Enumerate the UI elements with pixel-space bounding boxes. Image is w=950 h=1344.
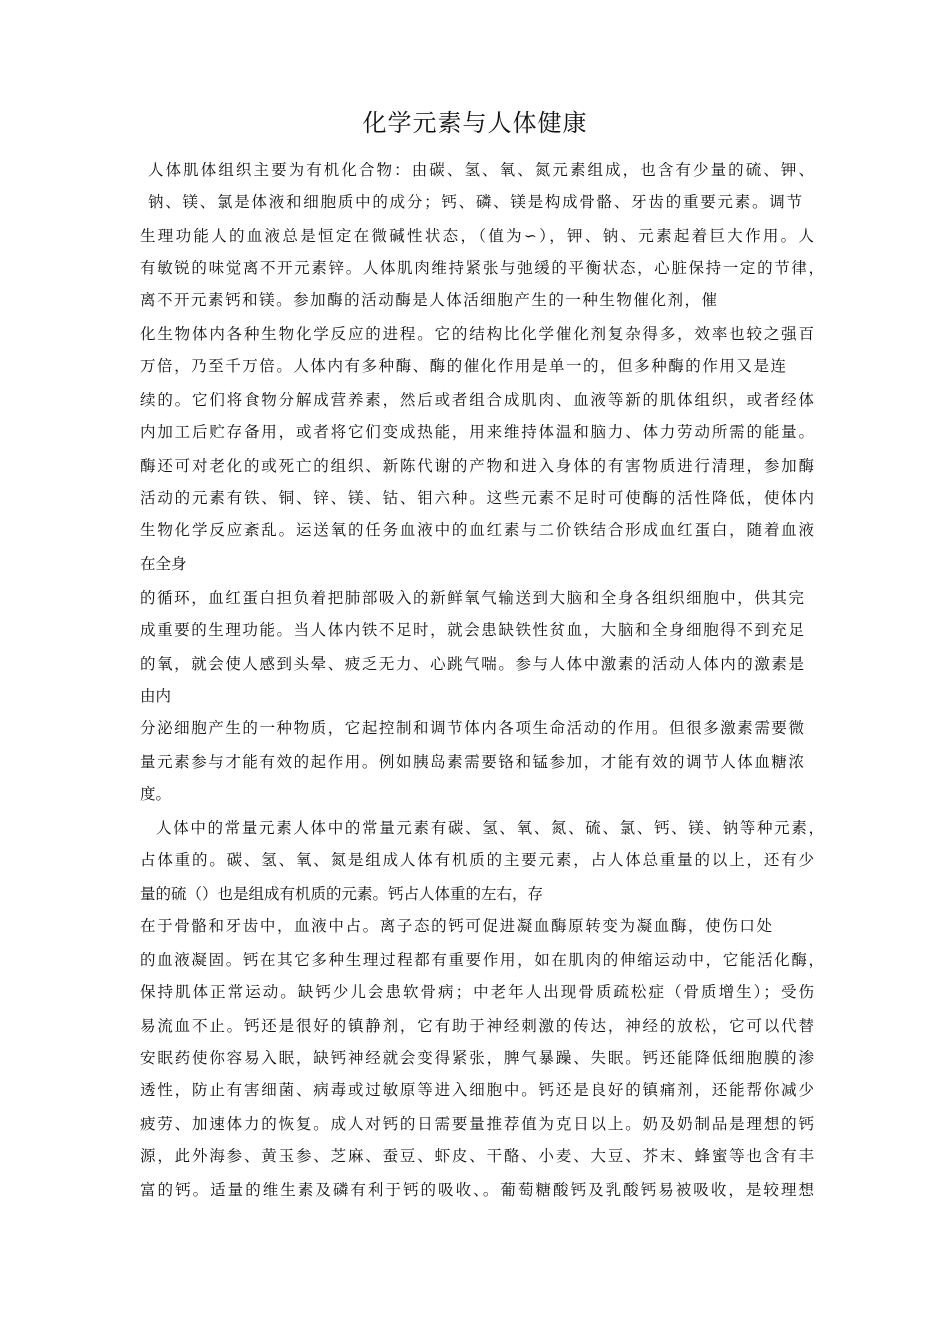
paragraph-line: 内加工后贮存备用，或者将它们变成热能，用来维持体温和脑力、体力劳动所需的能量。 bbox=[140, 423, 814, 441]
paragraph-line: 由内 bbox=[140, 687, 172, 705]
paragraph-line: 离不开元素钙和镁。参加酶的活动酶是人体活细胞产生的一种生物催化剂，催 bbox=[140, 291, 717, 309]
paragraph-line: 续的。它们将食物分解成营养素，然后或者组合成肌肉、血液等新的肌体组织，或者经体 bbox=[140, 391, 814, 409]
paragraph-line: 富的钙。适量的维生素及磷有利于钙的吸收、。葡萄糖酸钙及乳酸钙易被吸收，是较理想 bbox=[140, 1181, 814, 1199]
paragraph-line: 量的硫（）也是组成有机质的元素。钙占人体重的左右，存 bbox=[140, 885, 544, 903]
paragraph-line: 在全身 bbox=[140, 555, 187, 573]
paragraph-line: 分泌细胞产生的一种物质，它起控制和调节体内各项生命活动的作用。但很多激素需要微 bbox=[140, 719, 804, 737]
paragraph-line: 的循环，血红蛋白担负着把肺部吸入的新鲜氧气输送到大脑和全身各组织细胞中，供其完 bbox=[140, 589, 804, 607]
document-title: 化学元素与人体健康 bbox=[362, 109, 588, 137]
paragraph-line: 活动的元素有铁、铜、锌、镁、钴、钼六种。这些元素不足时可使酶的活性降低，使体内 bbox=[140, 489, 814, 507]
paragraph-line: 钠、镁、氯是体液和细胞质中的成分；钙、磷、镁是构成骨骼、牙齿的重要元素。调节 bbox=[148, 193, 802, 211]
paragraph-line: 源，此外海参、黄玉参、芝麻、蚕豆、虾皮、干酪、小麦、大豆、芥末、蜂蜜等也含有丰 bbox=[140, 1147, 814, 1165]
paragraph-line: 易流血不止。钙还是很好的镇静剂，它有助于神经刺激的传达，神经的放松，它可以代替 bbox=[140, 1017, 814, 1035]
paragraph-line: 量元素参与才能有效的起作用。例如胰岛素需要铬和锰参加，才能有效的调节人体血糖浓 bbox=[140, 753, 804, 771]
paragraph-line: 生物化学反应紊乱。运送氧的任务血液中的血红素与二价铁结合形成血红蛋白，随着血液 bbox=[140, 521, 814, 539]
paragraph-line: 酶还可对老化的或死亡的组织、新陈代谢的产物和进入身体的有害物质进行清理，参加酶 bbox=[140, 457, 814, 475]
paragraph-line: 透性，防止有害细菌、病毒或过敏原等进入细胞中。钙还是良好的镇痛剂，还能帮你减少 bbox=[140, 1081, 814, 1099]
paragraph-line: 保持肌体正常运动。缺钙少儿会患软骨病；中老年人出现骨质疏松症（骨质增生）；受伤 bbox=[140, 983, 814, 1001]
paragraph-line: 占体重的。碳、氢、氧、氮是组成人体有机质的主要元素，占人体总重量的以上，还有少 bbox=[140, 851, 814, 869]
paragraph-line: 的血液凝固。钙在其它多种生理过程都有重要作用，如在肌肉的伸缩运动中，它能活化酶， bbox=[140, 951, 824, 969]
paragraph-line: 在于骨骼和牙齿中，血液中占。离子态的钙可促进凝血酶原转变为凝血酶，使伤口处 bbox=[140, 917, 772, 935]
paragraph-line: 度。 bbox=[140, 785, 172, 803]
paragraph-line: 有敏锐的味觉离不开元素锌。人体肌肉维持紧张与弛缓的平衡状态，心脏保持一定的节律， bbox=[140, 259, 824, 277]
paragraph-line: 人体中的常量元素人体中的常量元素有碳、氢、氧、氮、硫、氯、钙、镁、钠等种元素， bbox=[156, 819, 824, 837]
paragraph-line: 万倍，乃至千万倍。人体内有多种酶、酶的催化作用是单一的，但多种酶的作用又是连 bbox=[140, 357, 786, 375]
paragraph-line: 疲劳、加速体力的恢复。成人对钙的日需要量推荐值为克日以上。奶及奶制品是理想的钙 bbox=[140, 1115, 814, 1133]
paragraph-line: 成重要的生理功能。当人体内铁不足时，就会患缺铁性贫血，大脑和全身细胞得不到充足 bbox=[140, 621, 804, 639]
paragraph-line: 安眠药使你容易入眠，缺钙神经就会变得紧张，脾气暴躁、失眠。钙还能降低细胞膜的渗 bbox=[140, 1049, 814, 1067]
paragraph-line: 人体肌体组织主要为有机化合物：由碳、氢、氧、氮元素组成，也含有少量的硫、钾、 bbox=[148, 161, 814, 179]
paragraph-line: 生理功能人的血液总是恒定在微碱性状态，（值为∽），钾、钠、元素起着巨大作用。人 bbox=[140, 227, 814, 245]
paragraph-line: 化生物体内各种生物化学反应的进程。它的结构比化学催化剂复杂得多，效率也较之强百 bbox=[140, 325, 814, 343]
paragraph-line: 的氧，就会使人感到头晕、疲乏无力、心跳气喘。参与人体中激素的活动人体内的激素是 bbox=[140, 655, 804, 673]
